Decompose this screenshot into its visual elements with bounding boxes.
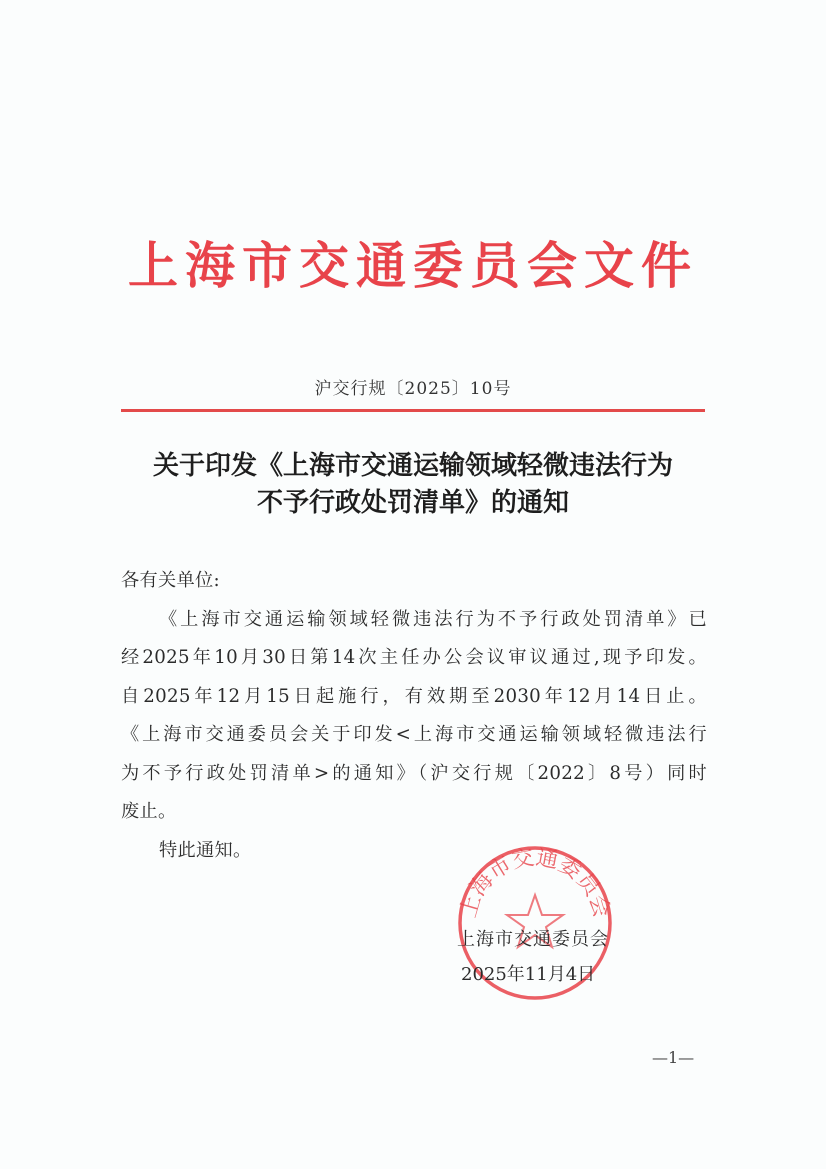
issuer-title: 上海市交通委员会文件 [128,236,698,295]
seal-text: 上海市交通委员会 [456,845,614,921]
body-line: 《上海市交通委员会关于印发<上海市交通运输领域轻微违法行 [121,724,707,745]
body-line: 废止。 [121,801,177,822]
title-line-1: 关于印发《上海市交通运输领域轻微违法行为 [152,451,673,481]
document-number: 沪交行规〔2025〕10号 [314,379,512,399]
signing-organization: 上海市交通委员会 [457,929,609,950]
body-line: 为不予行政处罚清单>的通知》（沪交行规〔2022〕8号）同时 [121,762,707,784]
page-number: —1— [652,1048,695,1067]
body-line: 《上海市交通运输领域轻微违法行为不予行政处罚清单》已 [159,608,707,630]
body-line: 经2025年10月30日第14次主任办公会议审议通过,现予印发。 [121,647,707,668]
document-title [0,448,826,522]
body-line: 自2025年12月15日起施行，有效期至2030年12月14日止。 [121,685,707,707]
title-line-2: 不予行政处罚清单》的通知 [256,488,569,518]
document-body [121,562,707,870]
signing-date: 2025年11月4日 [461,964,596,985]
svg-text:上海市交通委员会 [456,845,614,920]
salutation: 各有关单位: [121,570,220,591]
red-divider [121,409,705,412]
closing: 特此通知。 [159,839,252,861]
